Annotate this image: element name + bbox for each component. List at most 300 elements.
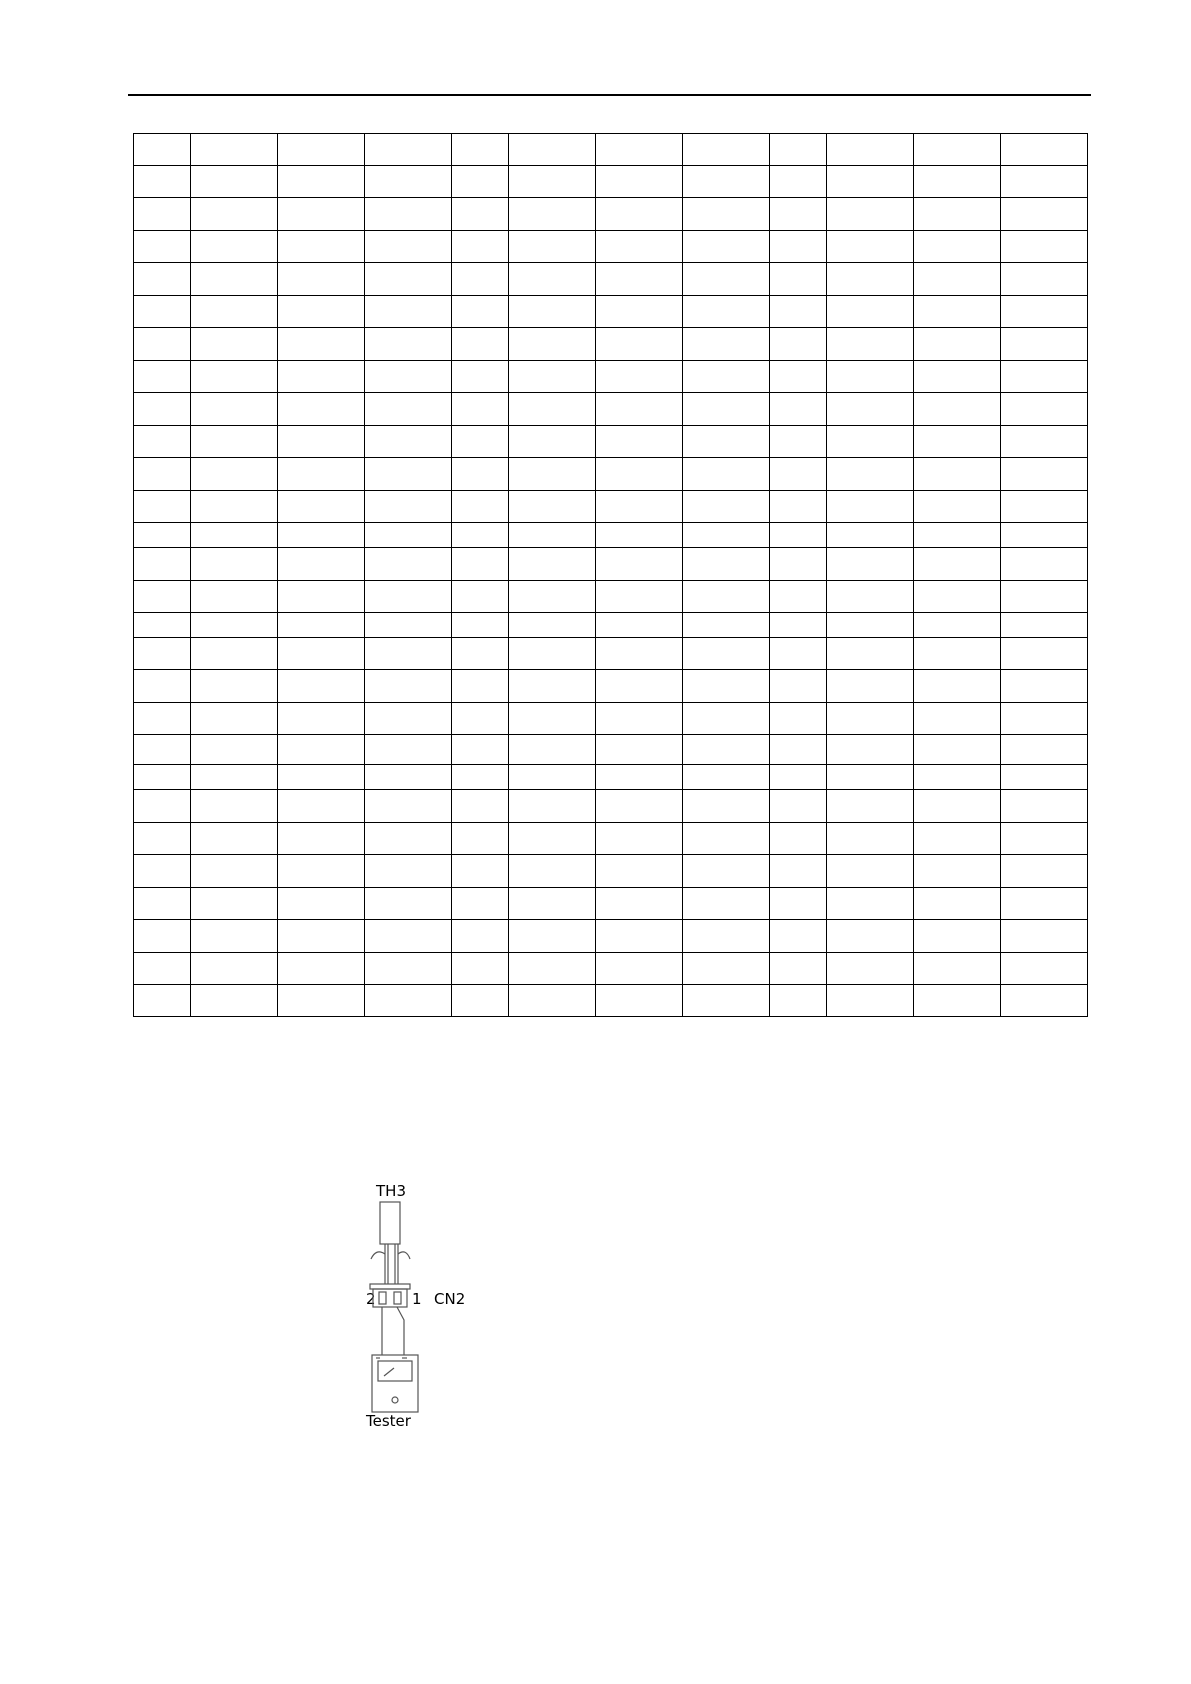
- table-row: [134, 134, 1088, 166]
- table-cell: [452, 361, 509, 393]
- table-cell: [683, 231, 770, 263]
- table-cell: [278, 426, 365, 458]
- table-cell: [134, 328, 191, 361]
- table-row: [134, 361, 1088, 393]
- wire-bend-right: [398, 1252, 410, 1259]
- table-cell: [827, 458, 914, 491]
- table-cell: [365, 166, 452, 198]
- table-cell: [452, 393, 509, 426]
- table-cell: [1001, 393, 1088, 426]
- table-cell: [827, 328, 914, 361]
- table-cell: [596, 296, 683, 328]
- table-cell: [683, 198, 770, 231]
- pin-1-label: 1: [412, 1290, 422, 1308]
- table-cell: [827, 166, 914, 198]
- table-cell: [452, 823, 509, 855]
- table-row: [134, 765, 1088, 790]
- table-cell: [914, 166, 1001, 198]
- table-cell: [827, 198, 914, 231]
- table-cell: [365, 361, 452, 393]
- connector-icon: [373, 1289, 407, 1307]
- table-cell: [452, 491, 509, 523]
- table-cell: [191, 581, 278, 613]
- table-cell: [683, 823, 770, 855]
- table-cell: [278, 790, 365, 823]
- table-cell: [770, 231, 827, 263]
- table-cell: [683, 491, 770, 523]
- table-cell: [914, 765, 1001, 790]
- sensor-label: TH3: [376, 1182, 406, 1200]
- table-cell: [134, 985, 191, 1017]
- table-cell: [914, 361, 1001, 393]
- table-cell: [827, 523, 914, 548]
- table-cell: [1001, 790, 1088, 823]
- table-row: [134, 491, 1088, 523]
- table-cell: [278, 823, 365, 855]
- table-row: [134, 920, 1088, 953]
- table-cell: [596, 790, 683, 823]
- table-cell: [191, 703, 278, 735]
- table-row: [134, 823, 1088, 855]
- table-cell: [191, 426, 278, 458]
- table-cell: [452, 703, 509, 735]
- table-cell: [509, 703, 596, 735]
- table-cell: [365, 985, 452, 1017]
- table-cell: [827, 548, 914, 581]
- table-cell: [1001, 920, 1088, 953]
- table-cell: [509, 638, 596, 670]
- table-cell: [365, 613, 452, 638]
- table-cell: [509, 426, 596, 458]
- table-cell: [509, 953, 596, 985]
- table-cell: [914, 888, 1001, 920]
- table-cell: [914, 231, 1001, 263]
- table-cell: [596, 823, 683, 855]
- table-cell: [191, 523, 278, 548]
- table-cell: [914, 790, 1001, 823]
- table-cell: [134, 888, 191, 920]
- table-cell: [914, 735, 1001, 765]
- table-cell: [509, 361, 596, 393]
- table-cell: [278, 491, 365, 523]
- table-cell: [770, 458, 827, 491]
- table-cell: [683, 735, 770, 765]
- table-row: [134, 458, 1088, 491]
- table-cell: [770, 920, 827, 953]
- table-cell: [827, 231, 914, 263]
- thermistor-test-diagram: [360, 1180, 480, 1445]
- table-cell: [683, 426, 770, 458]
- table-cell: [1001, 855, 1088, 888]
- table-cell: [1001, 670, 1088, 703]
- table-cell: [278, 670, 365, 703]
- table-row: [134, 581, 1088, 613]
- table-cell: [1001, 263, 1088, 296]
- table-row: [134, 985, 1088, 1017]
- table-cell: [509, 393, 596, 426]
- table-cell: [509, 231, 596, 263]
- table-cell: [365, 765, 452, 790]
- table-cell: [509, 920, 596, 953]
- table-cell: [596, 638, 683, 670]
- table-cell: [509, 548, 596, 581]
- table-cell: [365, 426, 452, 458]
- table-cell: [914, 296, 1001, 328]
- table-cell: [509, 328, 596, 361]
- tester-display: [378, 1361, 412, 1381]
- table-cell: [596, 361, 683, 393]
- table-cell: [596, 920, 683, 953]
- table-cell: [365, 581, 452, 613]
- table-cell: [134, 703, 191, 735]
- table-cell: [1001, 765, 1088, 790]
- table-cell: [596, 703, 683, 735]
- wire-bend-left: [371, 1252, 385, 1259]
- table-cell: [914, 263, 1001, 296]
- table-cell: [134, 458, 191, 491]
- table-cell: [683, 670, 770, 703]
- table-cell: [278, 523, 365, 548]
- table-cell: [827, 638, 914, 670]
- table-cell: [683, 638, 770, 670]
- header-rule: [128, 94, 1091, 96]
- table-cell: [1001, 458, 1088, 491]
- table-cell: [683, 166, 770, 198]
- table-cell: [278, 735, 365, 765]
- table-row: [134, 735, 1088, 765]
- diagram-drawing: [360, 1180, 480, 1445]
- table-cell: [509, 198, 596, 231]
- table-cell: [509, 790, 596, 823]
- table-cell: [827, 985, 914, 1017]
- table-cell: [365, 491, 452, 523]
- table-cell: [365, 328, 452, 361]
- table-cell: [596, 523, 683, 548]
- table-cell: [914, 393, 1001, 426]
- table-cell: [509, 296, 596, 328]
- table-cell: [134, 263, 191, 296]
- table-cell: [770, 134, 827, 166]
- table-cell: [914, 613, 1001, 638]
- table-cell: [683, 393, 770, 426]
- table-cell: [1001, 523, 1088, 548]
- table-cell: [278, 703, 365, 735]
- table-cell: [827, 613, 914, 638]
- table-cell: [452, 888, 509, 920]
- table-cell: [683, 361, 770, 393]
- table-cell: [1001, 328, 1088, 361]
- table-cell: [596, 855, 683, 888]
- table-cell: [683, 613, 770, 638]
- table-cell: [365, 953, 452, 985]
- table-cell: [278, 198, 365, 231]
- table-cell: [596, 231, 683, 263]
- table-cell: [596, 613, 683, 638]
- table-cell: [191, 823, 278, 855]
- table-cell: [278, 328, 365, 361]
- table-cell: [770, 581, 827, 613]
- table-cell: [191, 985, 278, 1017]
- table-cell: [683, 458, 770, 491]
- table-cell: [596, 198, 683, 231]
- table-cell: [278, 361, 365, 393]
- table-cell: [914, 523, 1001, 548]
- table-cell: [827, 263, 914, 296]
- table-row: [134, 638, 1088, 670]
- table-cell: [596, 985, 683, 1017]
- table-cell: [770, 703, 827, 735]
- table-cell: [683, 328, 770, 361]
- table-cell: [134, 491, 191, 523]
- table-cell: [191, 888, 278, 920]
- table-cell: [683, 548, 770, 581]
- table-cell: [683, 703, 770, 735]
- table-row: [134, 198, 1088, 231]
- table-cell: [914, 703, 1001, 735]
- table-cell: [134, 765, 191, 790]
- tester-label: Tester: [366, 1412, 411, 1430]
- table-cell: [452, 855, 509, 888]
- table-cell: [134, 426, 191, 458]
- table-cell: [365, 670, 452, 703]
- table-cell: [914, 581, 1001, 613]
- table-cell: [278, 920, 365, 953]
- table-cell: [365, 703, 452, 735]
- table-cell: [827, 426, 914, 458]
- table-cell: [1001, 198, 1088, 231]
- table-cell: [1001, 426, 1088, 458]
- table-cell: [770, 548, 827, 581]
- table-cell: [509, 491, 596, 523]
- table-cell: [452, 790, 509, 823]
- table-cell: [134, 613, 191, 638]
- table-cell: [452, 581, 509, 613]
- table-cell: [365, 231, 452, 263]
- table-cell: [596, 458, 683, 491]
- table-cell: [365, 888, 452, 920]
- table-cell: [827, 765, 914, 790]
- table-cell: [683, 985, 770, 1017]
- table-cell: [596, 426, 683, 458]
- table-cell: [770, 198, 827, 231]
- table-cell: [770, 328, 827, 361]
- table-cell: [365, 920, 452, 953]
- table-cell: [365, 855, 452, 888]
- table-cell: [452, 765, 509, 790]
- table-cell: [452, 166, 509, 198]
- table-cell: [1001, 581, 1088, 613]
- table-cell: [452, 458, 509, 491]
- table-cell: [770, 263, 827, 296]
- table-row: [134, 393, 1088, 426]
- table-row: [134, 790, 1088, 823]
- table-row: [134, 888, 1088, 920]
- table-cell: [134, 393, 191, 426]
- table-cell: [134, 581, 191, 613]
- table-cell: [452, 296, 509, 328]
- table-cell: [509, 735, 596, 765]
- table-cell: [1001, 613, 1088, 638]
- table-cell: [191, 670, 278, 703]
- tester-needle: [384, 1368, 394, 1376]
- connector-pin-2: [379, 1292, 386, 1304]
- table-cell: [596, 581, 683, 613]
- table-cell: [134, 638, 191, 670]
- table-cell: [191, 638, 278, 670]
- table-cell: [278, 581, 365, 613]
- table-cell: [827, 296, 914, 328]
- table-cell: [683, 134, 770, 166]
- table-cell: [827, 393, 914, 426]
- table-cell: [914, 134, 1001, 166]
- table-cell: [596, 134, 683, 166]
- table-cell: [278, 458, 365, 491]
- table-cell: [509, 888, 596, 920]
- table-cell: [509, 613, 596, 638]
- table-cell: [827, 855, 914, 888]
- table-cell: [827, 491, 914, 523]
- table-cell: [278, 613, 365, 638]
- table-cell: [278, 134, 365, 166]
- table-cell: [770, 638, 827, 670]
- table-cell: [191, 296, 278, 328]
- table-cell: [596, 393, 683, 426]
- table-cell: [365, 638, 452, 670]
- table-cell: [1001, 888, 1088, 920]
- table-cell: [770, 765, 827, 790]
- table-cell: [683, 790, 770, 823]
- table-cell: [770, 296, 827, 328]
- table-cell: [365, 134, 452, 166]
- table-cell: [134, 953, 191, 985]
- table-cell: [827, 888, 914, 920]
- table-cell: [134, 670, 191, 703]
- table-row: [134, 703, 1088, 735]
- table-cell: [596, 953, 683, 985]
- table-cell: [770, 523, 827, 548]
- table-cell: [827, 670, 914, 703]
- table-row: [134, 523, 1088, 548]
- table-cell: [134, 166, 191, 198]
- table-cell: [452, 638, 509, 670]
- table-cell: [278, 888, 365, 920]
- table-row: [134, 231, 1088, 263]
- table-cell: [1001, 735, 1088, 765]
- table-cell: [452, 985, 509, 1017]
- table-cell: [452, 953, 509, 985]
- table-cell: [452, 198, 509, 231]
- table-cell: [278, 855, 365, 888]
- table-cell: [827, 581, 914, 613]
- table-cell: [452, 548, 509, 581]
- table-cell: [191, 548, 278, 581]
- table-cell: [134, 296, 191, 328]
- table-cell: [1001, 703, 1088, 735]
- table-cell: [1001, 361, 1088, 393]
- table-cell: [683, 953, 770, 985]
- table-cell: [134, 855, 191, 888]
- table-cell: [509, 134, 596, 166]
- table-cell: [365, 790, 452, 823]
- table-row: [134, 328, 1088, 361]
- table-cell: [596, 548, 683, 581]
- table-cell: [914, 953, 1001, 985]
- table-cell: [191, 855, 278, 888]
- table-cell: [770, 361, 827, 393]
- table-cell: [509, 166, 596, 198]
- table-cell: [278, 296, 365, 328]
- table-cell: [1001, 548, 1088, 581]
- table-cell: [770, 790, 827, 823]
- table-cell: [134, 548, 191, 581]
- probe-lead-right: [397, 1307, 404, 1355]
- table-cell: [278, 985, 365, 1017]
- table-cell: [914, 638, 1001, 670]
- table-cell: [596, 491, 683, 523]
- table-cell: [770, 888, 827, 920]
- table-cell: [134, 523, 191, 548]
- table-cell: [509, 523, 596, 548]
- table-row: [134, 548, 1088, 581]
- table-cell: [770, 735, 827, 765]
- table-cell: [191, 263, 278, 296]
- table-cell: [683, 855, 770, 888]
- table-cell: [770, 823, 827, 855]
- table-cell: [452, 523, 509, 548]
- table-cell: [278, 231, 365, 263]
- table-row: [134, 855, 1088, 888]
- table-cell: [278, 263, 365, 296]
- table-cell: [134, 198, 191, 231]
- table-cell: [914, 670, 1001, 703]
- table-cell: [1001, 296, 1088, 328]
- table-cell: [365, 735, 452, 765]
- table-cell: [770, 953, 827, 985]
- table-cell: [191, 393, 278, 426]
- table-cell: [365, 393, 452, 426]
- table-cell: [191, 361, 278, 393]
- table-cell: [191, 198, 278, 231]
- table-cell: [509, 581, 596, 613]
- table-cell: [191, 765, 278, 790]
- table-cell: [191, 491, 278, 523]
- table-cell: [509, 823, 596, 855]
- table-cell: [683, 296, 770, 328]
- table-cell: [596, 765, 683, 790]
- table-cell: [683, 523, 770, 548]
- table-cell: [914, 855, 1001, 888]
- table-cell: [827, 920, 914, 953]
- table-cell: [365, 548, 452, 581]
- table-cell: [1001, 134, 1088, 166]
- table-cell: [134, 231, 191, 263]
- table-cell: [509, 855, 596, 888]
- table-cell: [827, 790, 914, 823]
- table-cell: [509, 985, 596, 1017]
- table-cell: [509, 670, 596, 703]
- table-row: [134, 263, 1088, 296]
- table-row: [134, 613, 1088, 638]
- table-cell: [914, 198, 1001, 231]
- table-cell: [683, 263, 770, 296]
- table-cell: [914, 548, 1001, 581]
- table-cell: [509, 263, 596, 296]
- table-cell: [914, 823, 1001, 855]
- table-cell: [452, 613, 509, 638]
- table-cell: [452, 920, 509, 953]
- table-cell: [770, 670, 827, 703]
- table-cell: [452, 670, 509, 703]
